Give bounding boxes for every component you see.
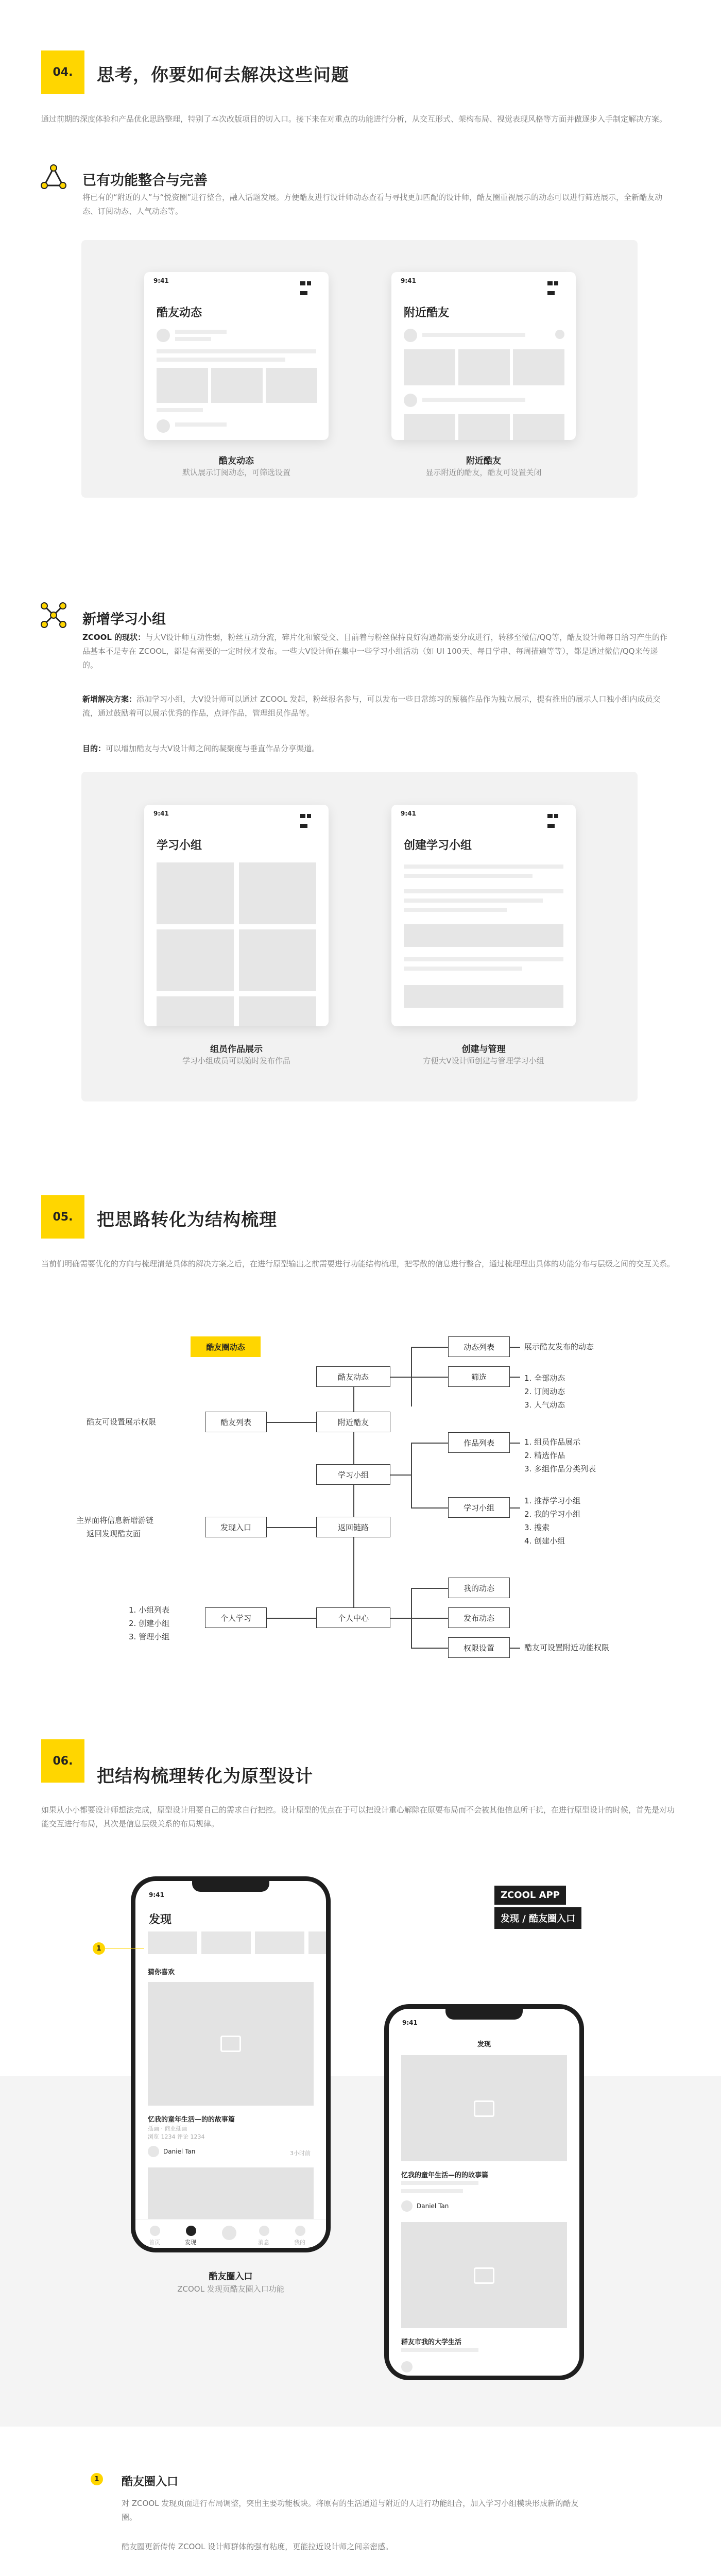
annotation-text-1: 对 ZCOOL 发现页面进行布局调整，突出主要功能板块。将原有的生活通道与附近的人进行功能组合，加入学习小组模块形成新的酷友圈。	[122, 2499, 579, 2522]
flow-note-find-1: 主界面将信息新增游链	[76, 1516, 154, 1525]
flow-node-filter: 筛选	[448, 1366, 510, 1387]
card-title: 学习小组	[157, 839, 202, 852]
flow-note-nearby-permission: 酷友可设置展示权限	[87, 1417, 157, 1427]
avatar[interactable]	[148, 2146, 159, 2157]
wireframe-card-nearby: 9:41 附近酷友	[391, 272, 576, 440]
flow-note-group-3: 3. 搜索	[524, 1523, 550, 1532]
flow-node-profile: 个人中心	[316, 1607, 390, 1628]
card-caption-title: 酷友动态	[219, 456, 254, 466]
flow-node-my-feed: 我的动态	[448, 1578, 510, 1598]
study-group-goal: 目的：可以增加酷友与大V设计师之间的凝聚度与垂直作品分享渠道。	[82, 744, 320, 753]
entry-block-1[interactable]	[148, 1931, 197, 1954]
phone-time: 9:41	[402, 2019, 418, 2026]
section-06-title: 把结构梳理转化为原型设计	[97, 1766, 313, 1787]
network-nodes-icon	[39, 601, 68, 630]
card-caption-sub: 学习小组成员可以随时发布作品	[182, 1056, 290, 1065]
entry-block-2[interactable]	[201, 1931, 251, 1954]
image-placeholder[interactable]	[148, 2167, 314, 2219]
post-stats: 浏览 1234 评论 1234	[148, 2133, 205, 2140]
flow-note-group-1: 1. 推荐学习小组	[524, 1496, 581, 1505]
phone-page-title: 发现	[477, 2041, 491, 2048]
annotation-marker-1: 1	[93, 1942, 105, 1955]
flow-note-my-3: 3. 管理小组	[129, 1632, 170, 1641]
entry-block-3[interactable]	[255, 1931, 304, 1954]
study-group-solution: 新增解决方案：添加学习小组，大V设计师可以通过 ZCOOL 发起，粉丝报名参与，可以发布一些日常练习的原稿作品作为独立展示，提有推出的展示人口独小组内成员交流，通过鼓励着可以展示优秀的作品，点评作品，管理组员作品等。	[82, 694, 661, 718]
card-caption-title: 创建与管理	[461, 1044, 506, 1055]
flow-node-return: 返回链路	[316, 1517, 390, 1537]
flow-node-feed-list: 动态列表	[448, 1336, 510, 1357]
flow-node-publish: 发布动态	[448, 1607, 510, 1628]
phone-page-title: 发现	[149, 1913, 172, 1926]
section-06-number: 06.	[41, 1739, 84, 1783]
card-caption-sub: 默认展示订阅动态，可筛选设置	[182, 468, 290, 477]
section-05-intro: 当前们明确需要优化的方向与梳理清楚具体的解决方案之后，在进行原型输出之前需要进行功能结构梳理，把零散的信息进行整合，通过梳理理出具体的功能分布与层级之间的交互关系。	[41, 1259, 675, 1268]
flow-node-group-entry: 学习小组	[448, 1497, 510, 1518]
flow-note-feed-list: 展示酷友发布的动态	[524, 1342, 594, 1351]
message-icon[interactable]	[259, 2226, 269, 2236]
add-icon[interactable]	[222, 2226, 236, 2240]
flow-node-find-entry: 发现入口	[205, 1517, 267, 1537]
annotation-text-2: 酷友圈更新传传 ZCOOL 设计师群体的强有粘度，更能拉近设计师之间亲密感。	[122, 2542, 393, 2551]
tag-zcool-app: ZCOOL APP	[494, 1886, 566, 1905]
flow-node-top: 酷友圈动态	[191, 1336, 261, 1357]
annotation-title: 酷友圈入口	[122, 2476, 179, 2488]
post-title[interactable]: 群友市我的大学生活	[401, 2338, 462, 2346]
card-caption-sub: 显示附近的酷友，酷友可设置关闭	[425, 468, 542, 477]
post-meta: 插画 · 商业插画	[148, 2125, 187, 2132]
flow-note-works-2: 2. 精选作品	[524, 1451, 565, 1460]
flow-node-feed: 酷友动态	[316, 1366, 390, 1387]
tab-home[interactable]: 首页	[149, 2239, 160, 2246]
avatar[interactable]	[401, 2361, 413, 2372]
phone-find-page	[131, 1876, 331, 2252]
phone-time: 9:41	[149, 1891, 164, 1899]
compass-icon[interactable]	[186, 2226, 196, 2236]
flow-note-group-2: 2. 我的学习小组	[524, 1510, 581, 1519]
flow-note-permission: 酷友可设置附近功能权限	[524, 1643, 610, 1652]
flow-note-filter-2: 2. 订阅动态	[524, 1387, 565, 1396]
section-04-intro: 通过前期的深度体验和产品优化思路整理，特别了本次改版项目的切入口。接下来在对重点的功能进行分析，从交互形式、架构布局、视觉表现风格等方面并做逐步入手制定解决方案。	[41, 114, 667, 124]
tab-me[interactable]: 我的	[294, 2239, 305, 2246]
tab-message[interactable]: 消息	[258, 2239, 269, 2246]
study-group-status: ZCOOL 的现状：与大V设计师互动性弱，粉丝互动分流，碎片化和繁受交、目前着与粉丝保持良好沟通都需要分成进行，转移至微信/QQ等，酷友设计师每日给习产生的作品基本不是专在 ZCOOL，都是有需要的一定时候才发布。一些大V设计师在集中一些学习小组活动（如 UI 100天、每日学串、每周描遍等等），都是通过微信/QQ来传递的。	[82, 633, 668, 670]
subsection-text-merge: 将已有的“附近的人”与“悦资圈”进行整合，融入话题发展。方便酷友进行设计师动态查看与寻找更加匹配的设计师，酷友圈重视展示的动态可以进行筛选展示，全新酷友动态、订阅动态、人气动态等。	[82, 193, 663, 216]
image-placeholder[interactable]	[148, 1982, 314, 2106]
card-title: 附近酷友	[404, 307, 450, 319]
section-05-title: 把思路转化为结构梳理	[97, 1210, 277, 1230]
section-label-guess: 猜你喜欢	[148, 1969, 175, 1976]
section-04-title: 思考，你要如何去解决这些问题	[97, 65, 349, 86]
flow-note-works-3: 3. 多组作品分类列表	[524, 1464, 596, 1473]
annotation-marker-1: 1	[91, 2473, 103, 2485]
flow-node-permission: 权限设置	[448, 1637, 510, 1658]
card-title: 酷友动态	[157, 307, 202, 319]
post-title[interactable]: 忆我的童年生活—的的故事篇	[401, 2172, 489, 2179]
card-caption-sub: 方便大V设计师创建与管理学习小组	[423, 1056, 544, 1065]
section-05-number: 05.	[41, 1195, 84, 1239]
card-caption-title: 附近酷友	[466, 456, 501, 466]
avatar[interactable]	[401, 2200, 413, 2212]
image-placeholder[interactable]	[401, 2055, 567, 2161]
subsection-title-study-group: 新增学习小组	[82, 612, 166, 628]
flow-node-my-learning: 个人学习	[205, 1607, 267, 1628]
flow-note-filter-3: 3. 人气动态	[524, 1400, 565, 1410]
flow-note-group-4: 4. 创建小组	[524, 1536, 565, 1546]
section-06-bg-band	[0, 2076, 721, 2427]
card-caption-title: 组员作品展示	[210, 1044, 263, 1055]
post-time: 3小时前	[290, 2150, 311, 2157]
annotation-line	[105, 1948, 144, 1949]
author-name[interactable]: Daniel Tan	[163, 2148, 196, 2155]
image-placeholder[interactable]	[401, 2222, 567, 2328]
tab-bar	[135, 2219, 326, 2252]
phone1-caption-sub: ZCOOL 发现页酷友圈入口功能	[177, 2284, 284, 2294]
wireframe-card-create-group: 9:41 创建学习小组	[391, 805, 576, 1026]
flow-node-friend-list: 酷友列表	[205, 1412, 267, 1432]
flow-note-filter-1: 1. 全部动态	[524, 1374, 565, 1383]
wireframe-card-feed: 9:41 酷友动态	[144, 272, 329, 440]
subsection-title-merge: 已有功能整合与完善	[82, 173, 208, 189]
entry-block-4[interactable]	[308, 1931, 329, 1954]
wireframe-card-study-group: 9:41 学习小组	[144, 805, 329, 1026]
tab-find[interactable]: 发现	[185, 2239, 196, 2246]
section-06-intro: 如果从小小都要设计师想法完成，原型设计用要自己的需求自行把控。设计原型的优点在于可以把设计重心解除在原要布局而不会被其他信息所干扰，在进行原型设计的时候，首先是对功能交互进行布局，其次是信息层级关系的布局规律。	[41, 1805, 675, 1828]
flow-note-my-1: 1. 小组列表	[129, 1605, 170, 1615]
flow-note-my-2: 2. 创建小组	[129, 1619, 170, 1628]
triangle-nodes-icon	[39, 163, 68, 192]
flow-note-works-1: 1. 组员作品展示	[524, 1437, 581, 1447]
section-04-number: 04.	[41, 50, 84, 94]
author-name[interactable]: Daniel Tan	[417, 2202, 449, 2210]
flow-note-find-2: 返回发现酷友面	[87, 1529, 141, 1538]
tag-find-entry: 发现 / 酷友圈入口	[494, 1907, 581, 1929]
flow-node-study-group: 学习小组	[316, 1464, 390, 1485]
phone-find-feed	[384, 2004, 584, 2380]
post-title[interactable]: 忆我的童年生活—的的故事篇	[148, 2116, 235, 2124]
phone1-caption-title: 酷友圈入口	[209, 2272, 253, 2282]
flow-node-works-list: 作品列表	[448, 1432, 510, 1453]
home-icon[interactable]	[150, 2226, 160, 2236]
card-title: 创建学习小组	[404, 839, 472, 852]
user-icon[interactable]	[295, 2226, 305, 2236]
flow-node-nearby: 附近酷友	[316, 1412, 390, 1432]
